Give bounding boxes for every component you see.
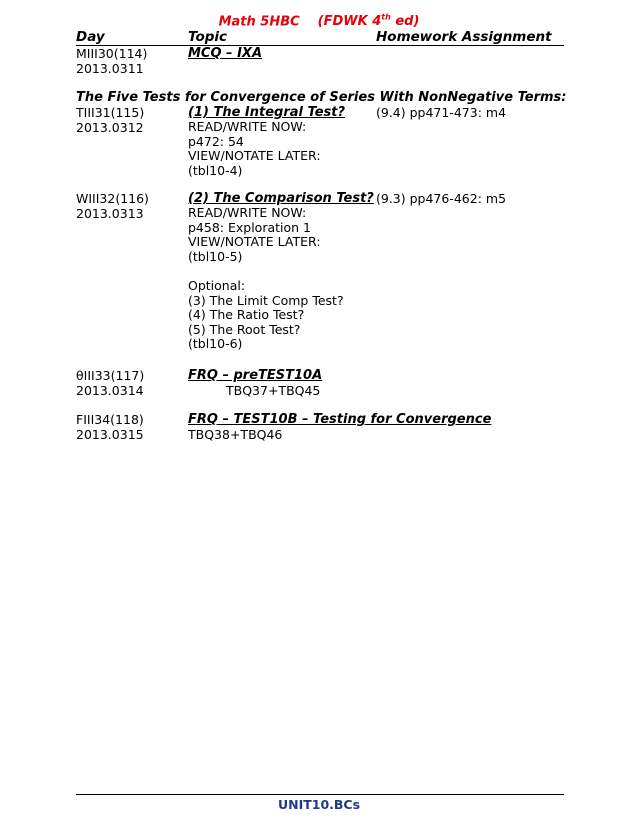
row-day-cell xyxy=(76,106,144,135)
detail-line: TBQ38+TBQ46 xyxy=(188,427,283,442)
row-day-cell xyxy=(76,47,147,76)
document-title xyxy=(0,13,638,29)
day-code: FIII34(118) xyxy=(76,412,144,427)
day-date: 2013.0314 xyxy=(76,382,144,398)
column-header-topic: Topic xyxy=(188,29,228,45)
day-date: 2013.0312 xyxy=(76,119,144,135)
row-day-cell xyxy=(76,192,149,221)
detail-line: READ/WRITE NOW: xyxy=(188,119,307,134)
row-day-cell xyxy=(76,413,144,442)
homework-assignment: (9.4) pp471-473: m4 xyxy=(376,105,507,120)
section-title: The Five Tests for Convergence of Series With NonNegative Terms: xyxy=(76,90,567,105)
edition-label: (FDWK 4th ed) xyxy=(317,13,420,30)
optional-line: (4) The Ratio Test? xyxy=(188,307,305,322)
topic-title: FRQ – TEST10B – Testing for Convergence xyxy=(188,412,492,427)
row-day-cell xyxy=(76,369,144,398)
topic-title: (2) The Comparison Test? xyxy=(188,191,374,206)
detail-line: VIEW/NOTATE LATER: xyxy=(188,148,321,163)
topic-details xyxy=(188,206,321,264)
day-date: 2013.0311 xyxy=(76,60,144,76)
day-code: WIII32(116) xyxy=(76,191,149,206)
homework-assignment: (9.3) pp476-462: m5 xyxy=(376,191,507,206)
detail-line: p472: 54 xyxy=(188,133,244,149)
optional-line: (5) The Root Test? xyxy=(188,321,301,337)
optional-details xyxy=(188,279,344,352)
column-header-day: Day xyxy=(76,29,105,45)
course-name: Math 5HBC xyxy=(218,14,300,30)
topic-title: FRQ – preTEST10A xyxy=(188,368,323,383)
detail-line: (tbl10-5) xyxy=(188,248,243,264)
footer-unit-label: UNIT10.BCs xyxy=(277,797,361,812)
topic-title: (1) The Integral Test? xyxy=(188,105,346,120)
detail-line: VIEW/NOTATE LATER: xyxy=(188,234,321,249)
detail-line: TBQ37+TBQ45 xyxy=(226,383,321,398)
optional-line: (tbl10-6) xyxy=(188,336,243,351)
detail-line: p458: Exploration 1 xyxy=(188,219,311,235)
detail-line: READ/WRITE NOW: xyxy=(188,205,307,220)
header-divider xyxy=(76,45,564,46)
optional-line: (3) The Limit Comp Test? xyxy=(188,292,344,308)
footer-divider xyxy=(76,794,564,795)
day-code: θIII33(117) xyxy=(76,368,145,383)
day-code: TIII31(115) xyxy=(76,105,145,120)
optional-line: Optional: xyxy=(188,278,246,293)
day-date: 2013.0315 xyxy=(76,426,144,442)
detail-line: (tbl10-4) xyxy=(188,162,243,178)
column-header-homework: Homework Assignment xyxy=(376,29,552,45)
topic-title: MCQ – IXA xyxy=(188,46,263,61)
topic-details xyxy=(188,120,321,178)
day-code: MIII30(114) xyxy=(76,46,148,61)
day-date: 2013.0313 xyxy=(76,205,144,221)
